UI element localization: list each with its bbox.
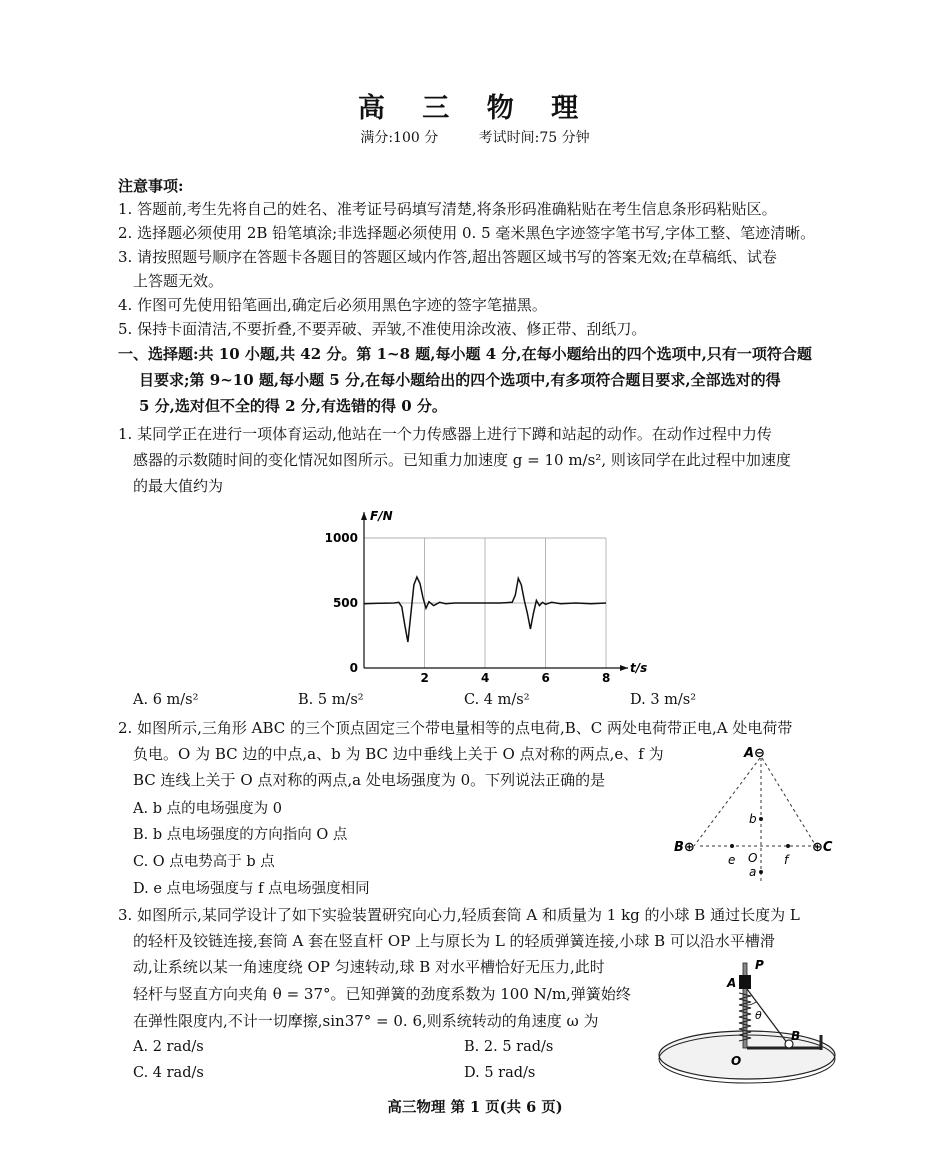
q3-option-c: C. 4 rad/s xyxy=(133,1065,204,1081)
centripetal-apparatus-figure xyxy=(655,955,840,1085)
label-a-charge: A⊖ xyxy=(744,746,765,761)
question-1-text: 1. 某同学正在进行一项体育运动,他站在一个力传感器上进行下蹲和站起的动作。在动作过程中力传 xyxy=(118,425,772,443)
sleeve-a xyxy=(739,975,751,989)
y-tick-label: 0 xyxy=(349,661,358,675)
q2-option-d: D. e 点电场强度与 f 点电场强度相同 xyxy=(133,881,370,897)
x-tick-label: 6 xyxy=(541,671,550,685)
label-b: b xyxy=(749,812,757,826)
question-2-text: BC 连线上关于 O 点对称的两点,a 处电场强度为 0。下列说法正确的是 xyxy=(133,771,606,789)
q3-option-d: D. 5 rad/s xyxy=(464,1065,536,1081)
y-tick-label: 500 xyxy=(332,596,358,610)
label-theta: θ xyxy=(755,1009,762,1022)
y-axis-label: F/N xyxy=(370,509,393,523)
question-3-text: 在弹性限度内,不计一切摩擦,sin37° = 0. 6,则系统转动的角速度 ω 为 xyxy=(133,1012,599,1030)
note-item: 上答题无效。 xyxy=(133,272,224,290)
x-tick-label: 2 xyxy=(420,671,429,685)
point-e xyxy=(730,844,734,848)
point-b xyxy=(759,817,763,821)
section-heading: 5 分,选对但不全的得 2 分,有选错的得 0 分。 xyxy=(139,397,447,415)
page-title: 高 三 物 理 xyxy=(357,93,593,124)
q2-option-a: A. b 点的电场强度为 0 xyxy=(133,801,282,817)
notes-heading: 注意事项: xyxy=(118,177,184,195)
note-item: 1. 答题前,考生先将自己的姓名、准考证号码填写清楚,将条形码准确粘贴在考生信息条形码粘贴区。 xyxy=(118,200,777,218)
q3-option-b: B. 2. 5 rad/s xyxy=(464,1039,554,1055)
q2-option-c: C. O 点电势高于 b 点 xyxy=(133,854,275,870)
q1-option-b: B. 5 m/s² xyxy=(298,692,364,708)
question-3-text: 3. 如图所示,某同学设计了如下实验装置研究向心力,轻质套筒 A 和质量为 1 kg 的小球 B 通过长度为 L xyxy=(118,906,800,924)
triangle-side-ac xyxy=(762,758,816,846)
page-footer: 高三物理 第 1 页(共 6 页) xyxy=(387,1099,563,1116)
note-item: 3. 请按照题号顺序在答题卡各题目的答题区域内作答,超出答题区域书写的答案无效;在草稿纸、试卷 xyxy=(118,248,777,266)
q1-option-a: A. 6 m/s² xyxy=(133,692,199,708)
q2-option-b: B. b 点电场强度的方向指向 O 点 xyxy=(133,827,348,843)
label-b-ball: B xyxy=(791,1029,801,1043)
question-3-text: 动,让系统以某一角速度绕 OP 匀速转动,球 B 对水平槽恰好无压力,此时 xyxy=(133,958,605,976)
full-score: 满分:100 分 xyxy=(360,130,439,146)
x-axis-label: t/s xyxy=(630,661,648,675)
label-p: P xyxy=(755,958,764,972)
q1-option-c: C. 4 m/s² xyxy=(464,692,530,708)
section-heading: 一、选择题:共 10 小题,共 42 分。第 1~8 题,每小题 4 分,在每小题给出的四个选项中,只有一项符合题 xyxy=(118,345,812,363)
label-o-base: O xyxy=(731,1054,742,1068)
question-1-text: 感器的示数随时间的变化情况如图所示。已知重力加速度 g = 10 m/s², 则该同学在此过程中加速度 xyxy=(133,451,791,469)
label-o: O xyxy=(748,851,758,865)
question-3-text: 的轻杆及铰链连接,套筒 A 套在竖直杆 OP 上与原长为 L 的轻质弹簧连接,小球 B 可以沿水平槽滑 xyxy=(133,932,775,950)
q3-option-a: A. 2 rad/s xyxy=(133,1039,204,1055)
note-item: 5. 保持卡面清洁,不要折叠,不要弄破、弄皱,不准使用涂改液、修正带、刮纸刀。 xyxy=(118,320,647,338)
label-c-charge: ⊕C xyxy=(812,840,833,855)
triangle-charge-figure xyxy=(672,742,842,887)
exam-info xyxy=(0,127,950,147)
question-1-text: 的最大值约为 xyxy=(133,477,224,495)
label-e: e xyxy=(728,853,736,867)
triangle-side-ab xyxy=(694,758,760,846)
y-axis-arrow xyxy=(361,512,367,520)
question-2-text: 负电。O 为 BC 边的中点,a、b 为 BC 边中垂线上关于 O 点对称的两点,e、f 为 xyxy=(133,745,664,763)
x-tick-label: 8 xyxy=(602,671,611,685)
note-item: 4. 作图可先使用铅笔画出,确定后必须用黑色字迹的签字笔描黑。 xyxy=(118,296,547,314)
question-2-text: 2. 如图所示,三角形 ABC 的三个顶点固定三个带电量相等的点电荷,B、C 两处电荷带正电,A 处电荷带 xyxy=(118,719,793,737)
force-time-chart xyxy=(324,500,648,685)
question-3-text: 轻杆与竖直方向夹角 θ = 37°。已知弹簧的劲度系数为 100 N/m,弹簧始终 xyxy=(133,985,631,1003)
x-axis-arrow xyxy=(620,665,628,671)
label-f: f xyxy=(784,853,789,867)
label-a: a xyxy=(749,865,757,879)
y-tick-label: 1000 xyxy=(324,531,358,545)
point-a xyxy=(759,870,763,874)
x-tick-label: 4 xyxy=(481,671,490,685)
point-f xyxy=(786,844,790,848)
label-a-sleeve: A xyxy=(727,976,737,990)
note-item: 2. 选择题必须使用 2B 铅笔填涂;非选择题必须使用 0. 5 毫米黑色字迹签字笔书写,字体工整、笔迹清晰。 xyxy=(118,224,816,242)
label-b-charge: B⊕ xyxy=(674,840,695,855)
q1-option-d: D. 3 m/s² xyxy=(630,692,697,708)
exam-time: 考试时间:75 分钟 xyxy=(478,130,590,146)
section-heading: 目要求;第 9~10 题,每小题 5 分,在每小题给出的四个选项中,有多项符合题目要求,全部选对的得 xyxy=(139,371,781,389)
